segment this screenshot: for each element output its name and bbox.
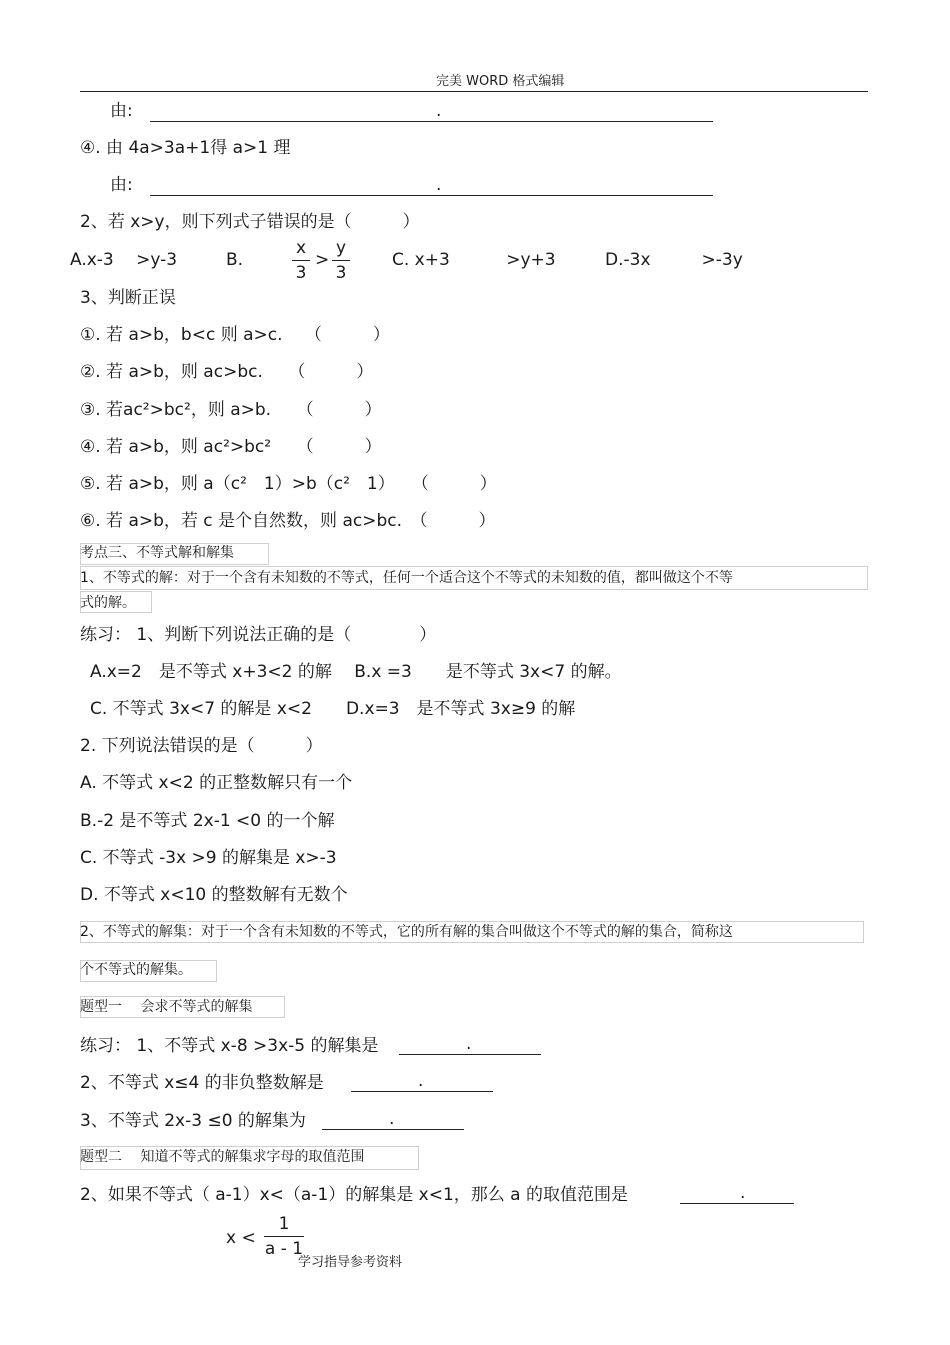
section-title: 考点三、不等式解和解集 — [80, 545, 234, 561]
fraction-y-over-3 — [332, 238, 350, 283]
option-d: D.-3x >-3y — [605, 250, 743, 270]
exercise-p3: 3、不等式 2x-3 ≤0 的解集为 — [80, 1111, 306, 1131]
fraction-denominator: a - 1 — [264, 1239, 304, 1259]
practice-2-option-b: B.-2 是不等式 2x-1 <0 的一个解 — [80, 811, 335, 831]
definition-2-line-2: 个不等式的解集。 — [80, 962, 192, 978]
blank-dot: . — [740, 1183, 746, 1203]
solution-x-less-than: x < — [226, 1228, 256, 1248]
answer-blank-p4[interactable] — [680, 1203, 794, 1204]
judge-4: ④. 若 a>b，则 ac²>bc² （ ） — [80, 437, 382, 457]
practice-2-option-d: D. 不等式 x<10 的整数解有无数个 — [80, 885, 348, 905]
reason-blank-1[interactable] — [150, 121, 713, 122]
reason-label-2: 由: — [110, 175, 133, 195]
blank-dot: . — [436, 175, 442, 195]
blank-dot: . — [418, 1071, 424, 1091]
blank-dot: . — [436, 101, 442, 121]
reason-label-1: 由: — [110, 101, 133, 121]
question-2: 2、若 x>y，则下列式子错误的是（ ） — [80, 212, 420, 232]
blank-dot: . — [466, 1034, 472, 1054]
judge-1: ①. 若 a>b，b<c 则 a>c. （ ） — [80, 325, 390, 345]
option-c: C. x+3 >y+3 — [392, 250, 556, 270]
fraction-numerator: x — [295, 238, 307, 258]
reason-blank-2[interactable] — [150, 195, 713, 196]
definition-1-line-1: 1、不等式的解：对于一个含有未知数的不等式，任何一个适合这个不等式的未知数的值，都叫做这个不等 — [80, 570, 733, 586]
fraction-denominator: 3 — [295, 263, 307, 283]
fraction-numerator: 1 — [278, 1214, 290, 1234]
type-2-title: 题型二 知道不等式的解集求字母的取值范围 — [80, 1149, 365, 1165]
practice-1-options-ab: A.x=2 是不等式 x+3<2 的解 B.x =3 是不等式 3x<7 的解。 — [90, 662, 622, 682]
judge-5: ⑤. 若 a>b，则 a（c² 1）>b（c² 1） （ ） — [80, 474, 497, 494]
option-a: A.x-3 >y-3 — [70, 250, 178, 270]
practice-1: 练习： 1、判断下列说法正确的是（ ） — [80, 625, 437, 645]
type-1-title: 题型一 会求不等式的解集 — [80, 999, 253, 1015]
greater-than-sign: > — [315, 250, 330, 270]
exercise-p2: 2、不等式 x≤4 的非负整数解是 — [80, 1073, 324, 1093]
judge-2: ②. 若 a>b，则 ac>bc. （ ） — [80, 362, 374, 382]
exercise-p4: 2、如果不等式（ a-1）x<（a-1）的解集是 x<1，那么 a 的取值范围是 — [80, 1185, 629, 1205]
fraction-denominator: 3 — [335, 263, 347, 283]
blank-dot: . — [389, 1109, 395, 1129]
header-rule — [80, 91, 868, 92]
judge-6: ⑥. 若 a>b，若 c 是个自然数，则 ac>bc. （ ） — [80, 511, 496, 531]
fraction-x-over-3 — [292, 238, 310, 283]
option-b-label: B. — [226, 250, 244, 270]
item-4: ④. 由 4a>3a+1得 a>1 理 — [80, 138, 291, 158]
practice-2-option-a: A. 不等式 x<2 的正整数解只有一个 — [80, 773, 353, 793]
fraction-bar — [292, 260, 310, 261]
fraction-bar — [264, 1236, 304, 1237]
practice-1-options-cd: C. 不等式 3x<7 的解是 x<2 D.x=3 是不等式 3x≥9 的解 — [90, 699, 576, 719]
answer-blank-p2[interactable] — [351, 1091, 493, 1092]
definition-2-line-1: 2、不等式的解集：对于一个含有未知数的不等式，它的所有解的集合叫做这个不等式的解的集合，简称这 — [80, 924, 733, 940]
exercise-p1: 练习： 1、不等式 x-8 >3x-5 的解集是 — [80, 1036, 379, 1056]
answer-blank-p3[interactable] — [322, 1129, 464, 1130]
definition-1-line-2: 式的解。 — [80, 595, 136, 611]
page-header-title: 完美 WORD 格式编辑 — [436, 74, 565, 89]
judge-3: ③. 若ac²>bc²，则 a>b. （ ） — [80, 400, 382, 420]
practice-2: 2. 下列说法错误的是（ ） — [80, 736, 323, 756]
fraction-numerator: y — [335, 238, 347, 258]
fraction-bar — [332, 260, 350, 261]
answer-blank-p1[interactable] — [399, 1054, 541, 1055]
practice-2-option-c: C. 不等式 -3x >9 的解集是 x>-3 — [80, 848, 337, 868]
page-footer-text: 学习指导参考资料 — [298, 1255, 403, 1270]
question-3: 3、判断正误 — [80, 288, 176, 308]
